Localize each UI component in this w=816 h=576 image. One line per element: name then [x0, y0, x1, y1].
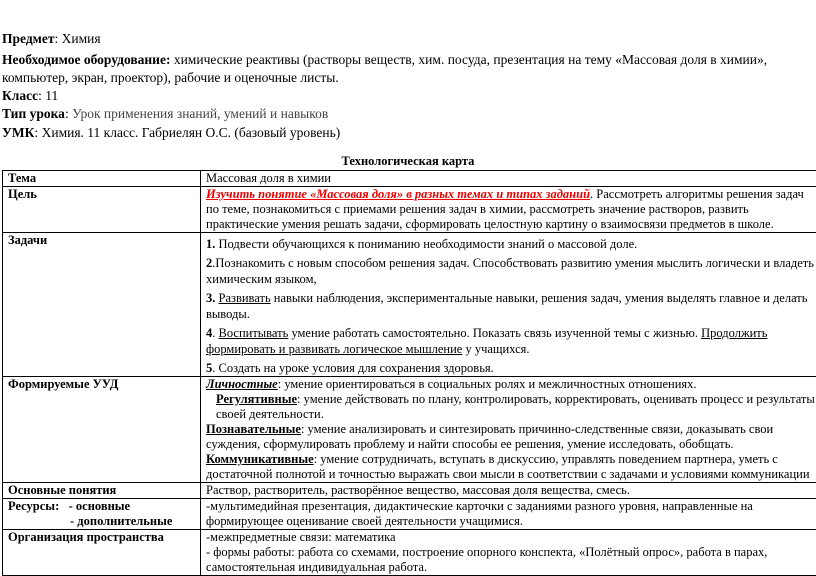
- task-4-number: 4: [206, 326, 212, 340]
- lesson-type-line: Тип урока: Урок применения знаний, умений и навыков: [2, 104, 816, 123]
- task-4-text-3: у учащихся.: [462, 342, 529, 356]
- task-1-number: 1.: [206, 237, 215, 251]
- uud-regulatory-text-2: своей деятельности.: [206, 407, 816, 422]
- topic-label: Тема: [3, 171, 201, 187]
- equipment-line: [2, 50, 816, 69]
- goal-text-2: по теме, познакомиться с приемами решения задач в химии, рассмотреть значение растворов, развить: [206, 202, 816, 217]
- subject-value: Химия: [62, 31, 101, 46]
- task-2-text-1: .Познакомить с новым способом решения задач. Способствовать развитию умения мыслить логически и владеть: [212, 256, 814, 270]
- umk-label: УМК: [2, 125, 34, 140]
- space-text-1: -межпредметные связи: математика: [206, 530, 816, 545]
- uud-label: Формируемые УУД: [3, 377, 201, 483]
- uud-regulatory-text-1: : умение действовать по плану, контролировать, корректировать, оценивать процесс и результаты: [297, 392, 815, 406]
- subject-line: Предмет: Химия: [2, 29, 816, 48]
- resources-cell: [201, 499, 816, 530]
- uud-communicative-text-2: достаточной полнотой и точностью выражать свои мысли в соответствии с задачами и условиями коммуникации: [206, 467, 816, 482]
- task-4-text-1: умение работать самостоятельно. Показать связь изученной темы с жизнью.: [288, 326, 701, 340]
- lesson-type-value: Урок применения знаний, умений и навыков: [72, 106, 328, 121]
- table-row: [3, 499, 816, 530]
- tasks-cell: 1. Подвести обучающихся к пониманию необходимости знаний о массовой доле. 2.Познакомить с новым способом решения задач. Способствовать развитию умения мыслить логически и владеть химическим языком, 3. Развивать навыки наблюдения, экспериментальные навыки, решения задач, умения выделять главное и делать выводы. 4. Воспитывать умение работать самостоятельно. Показать связь изученной темы с жизнью. Продолжить формировать и развивать логическое мышление у учащихся. 5. Создать на уроке условия для сохранения здоровья.: [201, 233, 816, 377]
- lesson-type-label: Тип урока: [2, 106, 65, 121]
- task-4-text-2: формировать и развивать логическое мышление: [206, 342, 462, 356]
- task-3-verb: Развивать: [219, 291, 271, 305]
- goal-text-1: . Рассмотреть алгоритмы решения задач: [590, 187, 804, 201]
- class-line: Класс: 11: [2, 86, 816, 105]
- equipment-label: Необходимое оборудование:: [2, 52, 170, 67]
- space-text-2: - формы работы: работа со схемами, построение опорного конспекта, «Полётный опрос», работа в парах,: [206, 545, 816, 560]
- table-row: [3, 171, 816, 187]
- uud-personal-text: : умение ориентироваться в социальных ролях и межличностных отношениях.: [278, 377, 697, 391]
- space-text-3: самостоятельная индивидуальная работа.: [206, 560, 816, 575]
- tech-card-table: [2, 170, 816, 576]
- umk-line: УМК: Химия. 11 класс. Габриелян О.С. (базовый уровень): [2, 123, 816, 142]
- uud-cognitive-text-2: суждения, сформулировать проблему и найти способы ее решения, умение исследовать, обобщать.: [206, 437, 816, 452]
- resources-text-2: формирующее оценивание своей деятельности учащимися.: [206, 514, 816, 529]
- uud-personal-label: Личностные: [206, 377, 278, 391]
- uud-regulatory-label: Регулятивные: [216, 392, 297, 406]
- resources-label-main: Ресурсы: - основные: [8, 499, 198, 514]
- task-3-text-2: выводы.: [206, 306, 816, 322]
- equipment-line-2: [2, 68, 816, 87]
- equipment-value-2: компьютер, экран, проектор), рабочие и оценочные листы.: [2, 70, 339, 85]
- goal-cell: [201, 187, 816, 233]
- uud-cell: [201, 377, 816, 483]
- uud-communicative-text-1: : умение сотрудничать, вступать в дискуссию, управлять поведением партнера, уметь с: [314, 452, 778, 466]
- resources-label-extra: - дополнительные: [8, 514, 198, 529]
- table-row: [3, 233, 816, 377]
- table-row: [3, 187, 816, 233]
- class-value: 11: [45, 88, 58, 103]
- topic-value: Массовая доля в химии: [201, 171, 816, 187]
- goal-text-3: практические умения решать задачи, сформировать целостную картину о взаимосвязи предметов в школе.: [206, 217, 816, 232]
- uud-communicative-label: Коммуникативные: [206, 452, 314, 466]
- class-label: Класс: [2, 88, 38, 103]
- table-row: [3, 483, 816, 499]
- umk-value: Химия. 11 класс. Габриелян О.С. (базовый уровень): [42, 125, 341, 140]
- subject-label: Предмет: [2, 31, 54, 46]
- resources-label: [3, 499, 201, 530]
- uud-cognitive-text-1: : умение анализировать и синтезировать причинно-следственные связи, доказывать свои: [301, 422, 773, 436]
- space-label: Организация пространства: [3, 530, 201, 576]
- table-row: [3, 377, 816, 483]
- task-3-number: 3.: [206, 291, 215, 305]
- task-2-number: 2: [206, 256, 212, 270]
- concepts-label: Основные понятия: [3, 483, 201, 499]
- task-2-text-2: химическим языком,: [206, 271, 816, 287]
- tasks-label: Задачи: [3, 233, 201, 377]
- task-5-text: . Создать на уроке условия для сохранения здоровья.: [212, 361, 494, 375]
- task-5-number: 5: [206, 361, 212, 375]
- task-4-verb: Воспитывать: [219, 326, 289, 340]
- space-cell: [201, 530, 816, 576]
- goal-label: Цель: [3, 187, 201, 233]
- table-row: [3, 530, 816, 576]
- card-title: Технологическая карта: [0, 154, 816, 169]
- resources-text-1: -мультимедийная презентация, дидактические карточки с заданиями разного уровня, направленные на: [206, 499, 816, 514]
- task-4-verb-2: Продолжить: [701, 326, 767, 340]
- equipment-value-1: химические реактивы (растворы веществ, хим. посуда, презентация на тему «Массовая доля в химии»,: [174, 52, 767, 67]
- uud-cognitive-label: Познавательные: [206, 422, 301, 436]
- task-1-text: Подвести обучающихся к пониманию необходимости знаний о массовой доле.: [215, 237, 637, 251]
- goal-highlight: Изучить понятие «Массовая доля» в разных темах и типах заданий: [206, 187, 590, 201]
- concepts-value: Раствор, растворитель, растворённое вещество, массовая доля вещества, смесь.: [201, 483, 816, 499]
- task-3-text-1: навыки наблюдения, экспериментальные навыки, решения задач, умения выделять главное и делать: [271, 291, 808, 305]
